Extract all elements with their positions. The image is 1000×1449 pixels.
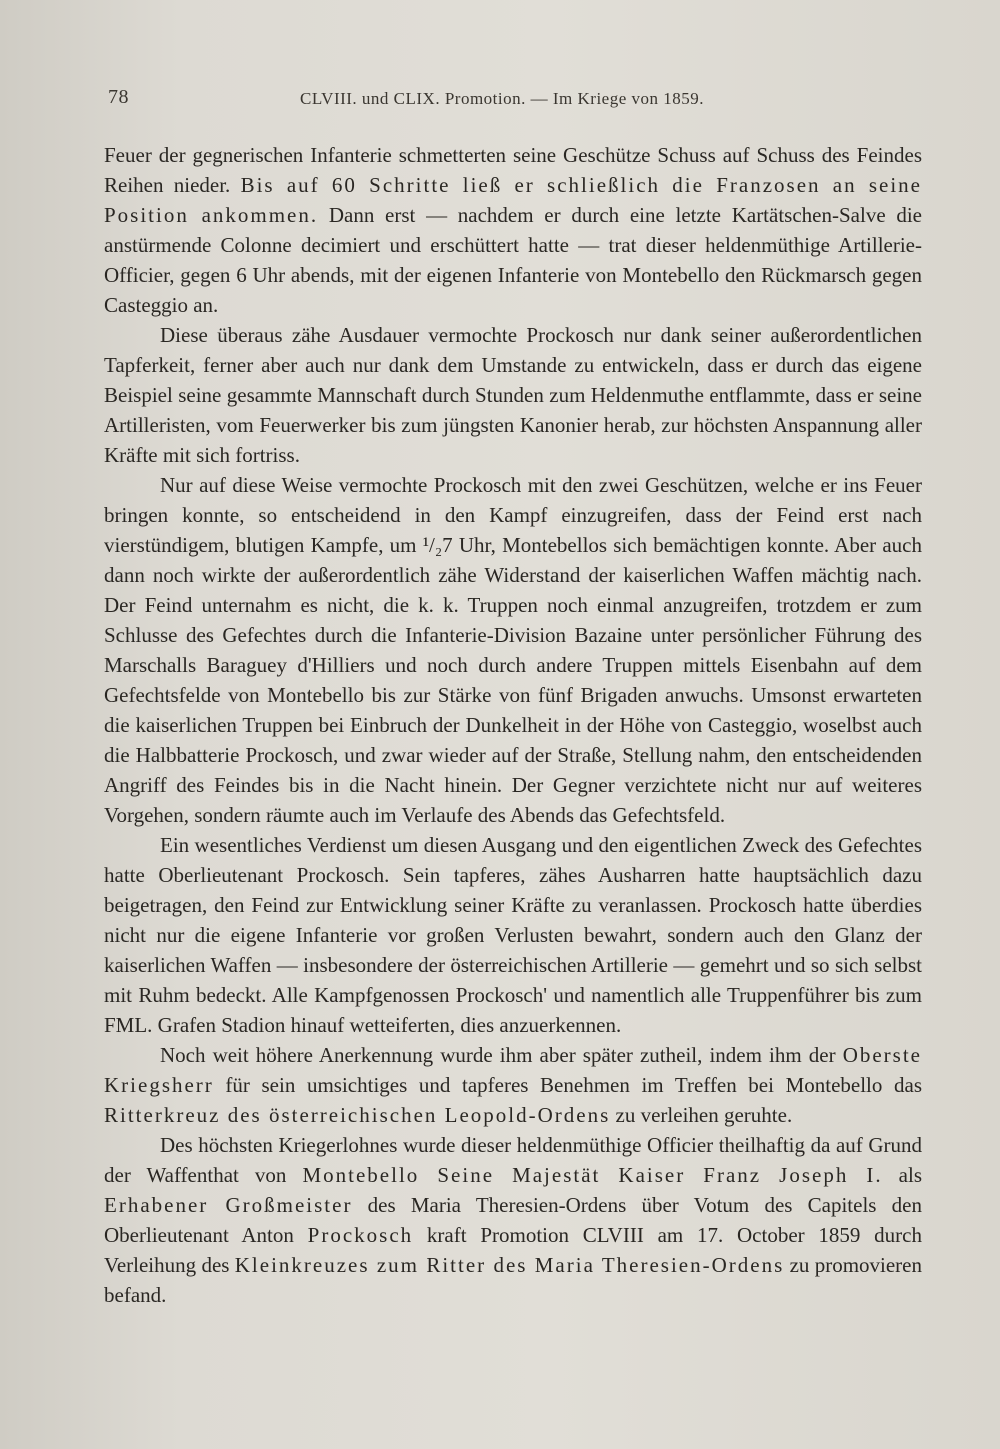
page-number: 78: [108, 86, 129, 108]
paragraph-5-text-c: für sein umsichtiges und tapferes Benehmen im Treffen bei Montebello das: [213, 1073, 922, 1097]
body-text: [104, 140, 922, 1310]
paragraph-6-text-i: zu promovieren befand.: [104, 1253, 923, 1307]
paragraph-5-text-f: zu verleihen geruhte.: [610, 1103, 793, 1127]
paragraph-1-spaced-text: Bis auf 60 Schritte ließ er schließlich die Franzosen an seine Position ankommen.: [104, 173, 922, 227]
running-head: CLVIII. und CLIX. Promotion. — Im Kriege von 1859.: [300, 89, 705, 108]
paragraph-6-spaced-b: Montebello Seine Majestät Kaiser Franz Joseph I.: [302, 1163, 883, 1187]
paragraph-2: Diese überaus zähe Ausdauer vermochte Prockosch nur dank seiner außerordentlichen Tapferkeit, ferner aber auch nur dank dem Umstande zu entwickeln, dass er durch das eigene Beispiel seine gesammte Mannschaft durch Stunden zum Heldenmuthe entflammte, dass er seine Artilleristen, vom Feuerwerker bis zum jüngsten Kanonier herab, zur höchsten Anspannung aller Kräfte mit sich fortriss.: [104, 323, 922, 467]
paragraph-5-spaced-d: Ritterkreuz: [104, 1103, 221, 1127]
paragraph-6-spaced-f: Prockosch: [307, 1223, 414, 1247]
paragraph-1-text-c: Dann erst — nachdem er durch eine letzte Kartätschen-Salve die anstürmende Colonne decimiert und erschüttert hatte — trat dieser heldenmüthige Artillerie-Officier, gegen 6 Uhr abends, mit der eigenen Infanterie von Montebello den Rückmarsch gegen Casteggio an.: [104, 203, 923, 317]
paragraph-3: [104, 470, 922, 830]
paragraph-1-text-a: Feuer der gegnerischen Infanterie schmetterten seine Geschütze Schuss auf Schuss des Feindes Reihen nieder.: [104, 143, 922, 197]
paragraph-1: [104, 140, 922, 320]
paragraph-5-spaced-e: des österreichischen Leopold-Ordens: [220, 1103, 611, 1127]
paragraph-5-text-a: Noch weit höhere Anerkennung wurde ihm aber später zutheil, indem ihm der: [160, 1043, 843, 1067]
paragraph-6-text-c: als: [882, 1163, 923, 1187]
page-header: [108, 86, 920, 114]
paragraph-3-text-a: Nur auf diese Weise vermochte Prockosch mit den zwei Geschützen, welche er ins Feuer bringen konnte, so entscheidend in den Kampf einzugreifen, dass der Feind erst nach vierstündigem, blutigen Kampfe, um: [104, 473, 922, 557]
paragraph-6-text-e: des Maria Theresien-Ordens über Votum des Capitels den Oberlieutenant Anton: [104, 1193, 922, 1247]
paragraph-6-text-a: Des höchsten Kriegerlohnes wurde dieser heldenmüthige Officier theilhaftig da auf Grund der Waffenthat von: [104, 1133, 922, 1187]
paragraph-6: [104, 1130, 922, 1310]
paragraph-6-spaced-h: Kleinkreuzes zum Ritter des Maria Theresien-Ordens: [234, 1253, 785, 1277]
paragraph-4: Ein wesentliches Verdienst um diesen Ausgang und den eigentlichen Zweck des Gefechtes hatte Oberlieutenant Prockosch. Sein tapferes, zähes Ausharren hatte hauptsächlich dazu beigetragen, den Feind zur Entwicklung seiner Kräfte zu veranlassen. Prockosch hatte überdies nicht nur die eigene Infanterie vor großen Verlusten bewahrt, sondern auch den Glanz der kaiserlichen Waffen — insbesondere der österreichischen Artillerie — gemehrt und so sich selbst mit Ruhm bedeckt. Alle Kampfgenossen Prockosch' und namentlich alle Truppenführer bis zum FML. Grafen Stadion hinauf wetteiferten, dies anzuerkennen.: [104, 833, 922, 1037]
fraction-half: ¹/₂: [422, 533, 443, 557]
paragraph-3-text-b: 7 Uhr, Montebellos sich bemächtigen konnte. Aber auch dann noch wirkte der außerordentlich zähe Widerstand der kaiserlichen Waffen mächtig nach. Der Feind unternahm es nicht, die k. k. Truppen noch einmal anzugreifen, trotzdem er zum Schlusse des Gefechtes durch die Infanterie-Division Bazaine unter persönlicher Führung des Marschalls Baraguey d'Hilliers und noch durch andere Truppen mittels Eisenbahn auf dem Gefechtsfelde von Montebello bis zur Stärke von fünf Brigaden anwuchs. Umsonst erwarteten die kaiserlichen Truppen bei Einbruch der Dunkelheit in der Höhe von Casteggio, woselbst auch die Halbbatterie Prockosch, und zwar wieder auf der Straße, Stellung nahm, den entscheidenden Angriff des Feindes bis in die Nacht hinein. Der Gegner verzichtete nicht nur auf weiteres Vorgehen, sondern räumte auch im Verlaufe des Abends das Gefechtsfeld.: [104, 533, 922, 827]
paragraph-6-spaced-d: Erhabener Großmeister: [104, 1193, 353, 1217]
paragraph-5: [104, 1040, 922, 1130]
paragraph-5-spaced-b: Oberste Kriegsherr: [104, 1043, 922, 1097]
paragraph-6-text-g: kraft Promotion CLVIII am 17. October 1859 durch Verleihung des: [104, 1223, 922, 1277]
